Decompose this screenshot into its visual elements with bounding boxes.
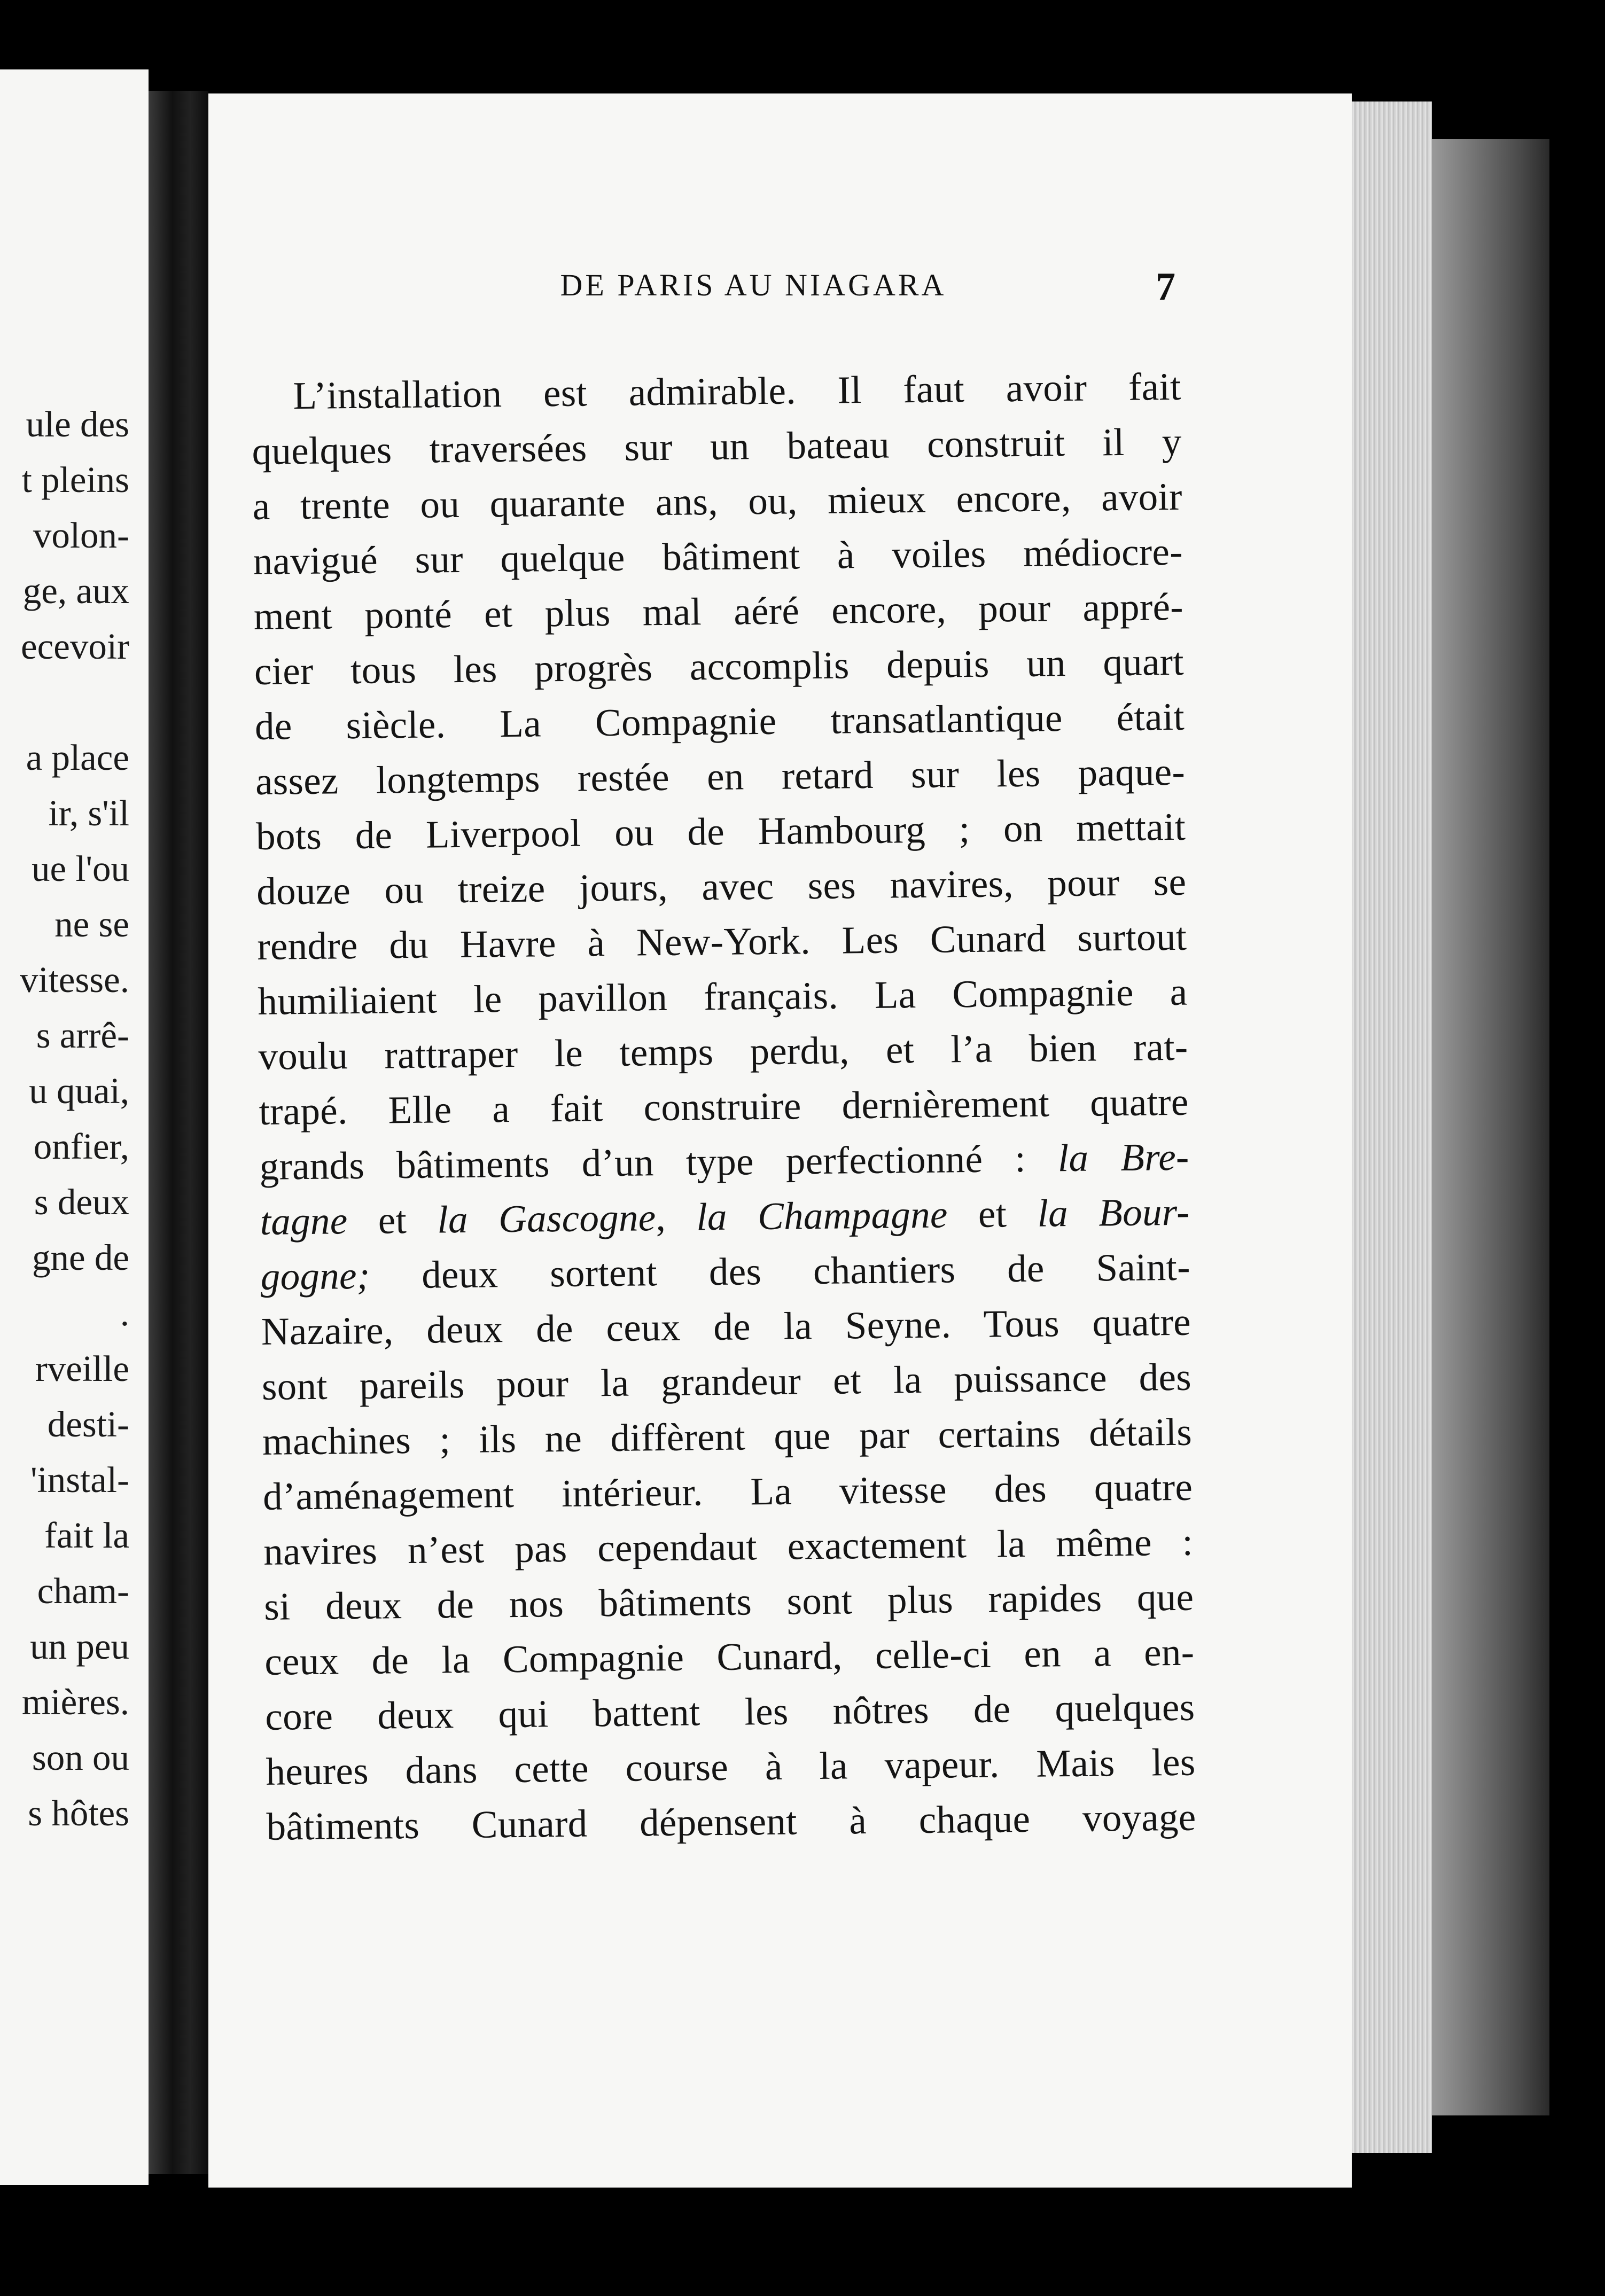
text-run: de siècle. La Compagnie transatlantique était bbox=[254, 694, 1185, 748]
text-run: deux sortent des chantiers de Saint- bbox=[369, 1245, 1191, 1297]
text-line bbox=[253, 524, 1183, 589]
italic-ship-name: gogne; bbox=[260, 1253, 370, 1298]
text-line bbox=[253, 579, 1183, 644]
text-run: cier tous les progrès accomplis depuis un quart bbox=[254, 639, 1185, 693]
text-run: core deux qui battent les nôtres de quelques bbox=[265, 1685, 1195, 1738]
previous-page-sliver bbox=[0, 69, 149, 2185]
previous-page-line: onfier, bbox=[33, 1126, 129, 1167]
text-line bbox=[262, 1404, 1192, 1469]
text-run: et bbox=[947, 1191, 1038, 1236]
text-run: navigué sur quelque bâtiment à voiles médiocre- bbox=[253, 529, 1183, 583]
previous-page-line: . bbox=[120, 1293, 129, 1333]
text-line bbox=[265, 1680, 1195, 1744]
italic-ship-name: la Gascogne bbox=[437, 1196, 656, 1241]
running-head: DE PARIS AU NIAGARA bbox=[560, 268, 947, 302]
text-line bbox=[255, 744, 1186, 809]
previous-page-line: ule des bbox=[26, 404, 129, 444]
text-line bbox=[261, 1294, 1191, 1359]
previous-page-line: gne de bbox=[32, 1237, 129, 1278]
previous-page-line: s hôtes bbox=[28, 1793, 129, 1833]
text-run: ment ponté et plus mal aéré encore, pour appré- bbox=[253, 584, 1184, 638]
text-run: quelques traversées sur un bateau construit il y bbox=[252, 419, 1182, 473]
text-line bbox=[260, 1239, 1190, 1304]
text-line bbox=[266, 1735, 1196, 1799]
previous-page-line: son ou bbox=[32, 1737, 129, 1778]
text-line bbox=[256, 799, 1186, 864]
text-line bbox=[266, 1790, 1196, 1854]
page-stack-shadow bbox=[1432, 139, 1549, 2115]
text-line bbox=[261, 1349, 1191, 1414]
text-line bbox=[258, 964, 1188, 1029]
text-run: heures dans cette course à la vapeur. Mais les bbox=[266, 1740, 1196, 1793]
previous-page-line: ir, s'il bbox=[48, 793, 129, 833]
text-run: d’aménagement intérieur. La vitesse des quatre bbox=[262, 1465, 1193, 1518]
previous-page-line: s arrê- bbox=[36, 1015, 129, 1056]
previous-page-line: ne se bbox=[54, 904, 129, 944]
text-run: bâtiments Cunard dépensent à chaque voyage bbox=[266, 1795, 1196, 1848]
text-line bbox=[252, 469, 1182, 534]
text-line bbox=[251, 359, 1181, 424]
text-run: L’installation est admirable. Il faut avoir fait bbox=[293, 364, 1181, 418]
previous-page-line: fait la bbox=[44, 1515, 129, 1556]
body-text bbox=[251, 359, 1196, 1854]
text-run: Nazaire, deux de ceux de la Seyne. Tous quatre bbox=[261, 1300, 1191, 1353]
text-run: voulu rattraper le temps perdu, et l’a bien rat- bbox=[258, 1025, 1188, 1078]
text-run: bots de Liverpool ou de Hambourg ; on mettait bbox=[255, 805, 1186, 858]
italic-ship-name: la Bour- bbox=[1037, 1190, 1190, 1235]
previous-page-line: vitesse. bbox=[19, 959, 129, 1000]
book-gutter bbox=[149, 91, 208, 2174]
text-line bbox=[263, 1459, 1193, 1524]
previous-page-line: a place bbox=[26, 737, 129, 778]
text-line bbox=[259, 1074, 1189, 1139]
page-stack-edge bbox=[1352, 101, 1432, 2153]
text-run: navires n’est pas cependaut exactement la même : bbox=[263, 1520, 1194, 1573]
text-run: , bbox=[656, 1195, 697, 1239]
text-run: a trente ou quarante ans, ou, mieux encore, avoir bbox=[252, 474, 1183, 528]
previous-page-line: 'instal- bbox=[30, 1459, 129, 1500]
italic-ship-name: la Bre- bbox=[1057, 1135, 1189, 1180]
previous-page-line: u quai, bbox=[29, 1071, 129, 1111]
text-run: sont pareils pour la grandeur et la puissance des bbox=[261, 1355, 1192, 1408]
italic-ship-name: tagne bbox=[260, 1199, 348, 1243]
previous-page-line: s deux bbox=[34, 1182, 129, 1222]
text-line bbox=[258, 1019, 1188, 1084]
text-line bbox=[257, 909, 1187, 974]
text-line bbox=[252, 414, 1182, 479]
text-line bbox=[263, 1514, 1194, 1579]
text-line bbox=[259, 1129, 1189, 1194]
text-line bbox=[254, 634, 1184, 699]
text-line bbox=[254, 689, 1185, 754]
text-run: et bbox=[347, 1198, 438, 1243]
previous-page-line: t pleins bbox=[21, 459, 129, 500]
text-run: trapé. Elle a fait construire dernièrement quatre bbox=[259, 1080, 1189, 1133]
text-run: grands bâtiments d’un type perfectionné : bbox=[259, 1136, 1058, 1188]
text-run: rendre du Havre à New-York. Les Cunard surtout bbox=[256, 915, 1187, 968]
previous-page-line: cham- bbox=[37, 1571, 129, 1611]
text-run: machines ; ils ne diffèrent que par certains détails bbox=[262, 1410, 1193, 1463]
text-line bbox=[256, 854, 1187, 919]
previous-page-line: desti- bbox=[47, 1404, 129, 1444]
text-run: ceux de la Compagnie Cunard, celle-ci en a en- bbox=[264, 1630, 1195, 1683]
text-run: si deux de nos bâtiments sont plus rapides que bbox=[263, 1575, 1194, 1628]
previous-page-line: mières. bbox=[21, 1682, 129, 1722]
previous-page-line: volon- bbox=[33, 515, 129, 556]
page-number: 7 bbox=[1156, 265, 1175, 309]
text-run: humiliaient le pavillon français. La Compagnie a bbox=[257, 970, 1188, 1023]
previous-page-line: ecevoir bbox=[20, 626, 129, 667]
italic-ship-name: la Champagne bbox=[696, 1192, 948, 1239]
text-run: douze ou treize jours, avec ses navires, pour se bbox=[256, 860, 1187, 913]
previous-page-line: ue l'ou bbox=[32, 848, 129, 889]
text-line bbox=[264, 1569, 1194, 1634]
previous-page-line: rveille bbox=[35, 1348, 129, 1389]
text-run: assez longtemps restée en retard sur les paque- bbox=[255, 749, 1186, 803]
text-line bbox=[264, 1625, 1195, 1689]
previous-page-line: un peu bbox=[30, 1626, 129, 1667]
previous-page-line: ge, aux bbox=[22, 571, 129, 611]
text-line bbox=[260, 1184, 1190, 1249]
